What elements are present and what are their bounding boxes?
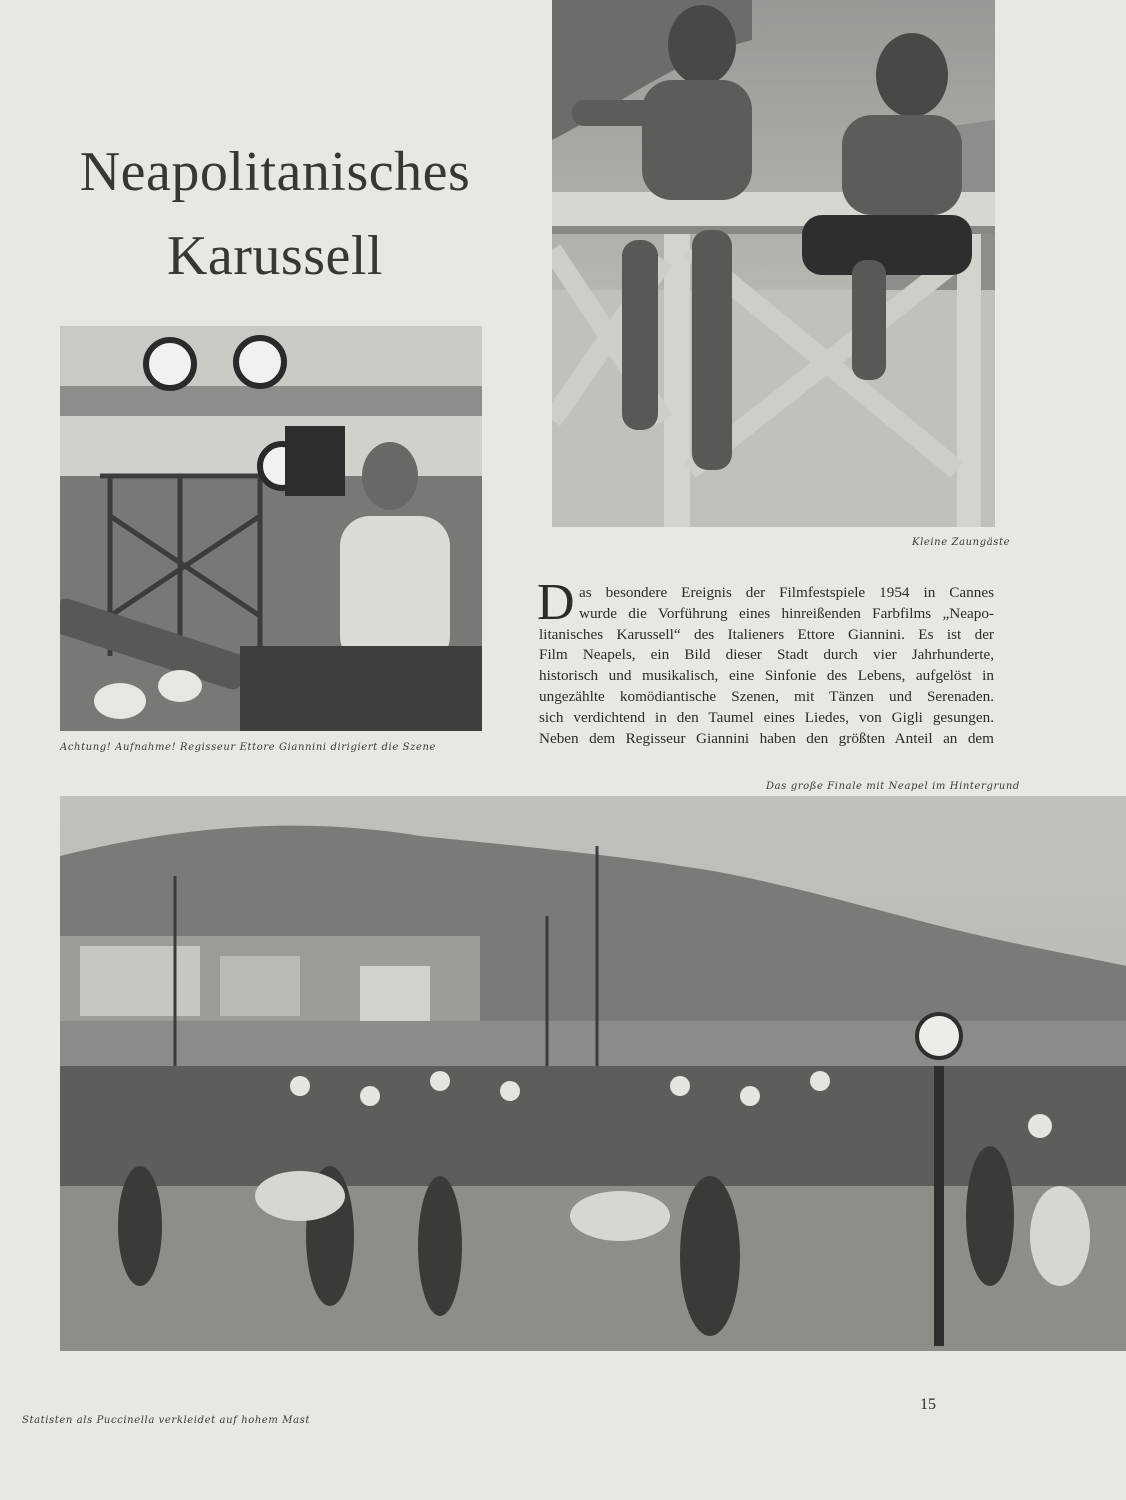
article-line: ungezählte komödiantische Szenen, mit Tänzen und Serenaden. xyxy=(539,687,994,705)
article-title xyxy=(40,130,510,298)
title-line-1: Neapolitanisches xyxy=(79,140,471,203)
article-line: Neben dem Regisseur Giannini haben den größten Anteil an dem xyxy=(539,729,994,747)
title-line-2: Karussell xyxy=(166,224,383,287)
article-line: as besondere Ereignis der Filmfestspiele 1954 in Cannes xyxy=(579,584,994,601)
finale-photo xyxy=(60,796,1126,1351)
article-body xyxy=(537,574,994,749)
article-line: Film Neapels, ein Bild dieser Stadt durch vier Jahrhunderte, xyxy=(539,646,994,664)
children-on-fence-photo xyxy=(552,0,995,527)
article-line: historisch und musikalisch, eine Sinfonie des Lebens, aufgelöst in xyxy=(539,667,994,685)
article-line: sich verdichtend in den Taumel eines Liedes, von Gigli gesungen. xyxy=(539,708,994,726)
article-dropcap: D xyxy=(537,574,575,631)
article-line: litanisches Karussell“ des Italieners Ettore Giannini. Es ist der xyxy=(539,625,994,643)
finale-photo-caption: Das große Finale mit Neapel im Hintergrund xyxy=(766,781,1020,792)
film-crew-photo xyxy=(60,326,482,731)
film-crew-photo-caption: Achtung! Aufnahme! Regisseur Ettore Giannini dirigiert die Szene xyxy=(60,742,437,753)
article-line: wurde die Vorführung eines hinreißenden Farbfilms „Neapo- xyxy=(579,604,994,622)
page-number: 15 xyxy=(920,1396,936,1413)
children-photo-caption: Kleine Zaungäste xyxy=(912,537,1011,548)
bottom-caption: Statisten als Puccinella verkleidet auf hohem Mast xyxy=(22,1415,311,1426)
